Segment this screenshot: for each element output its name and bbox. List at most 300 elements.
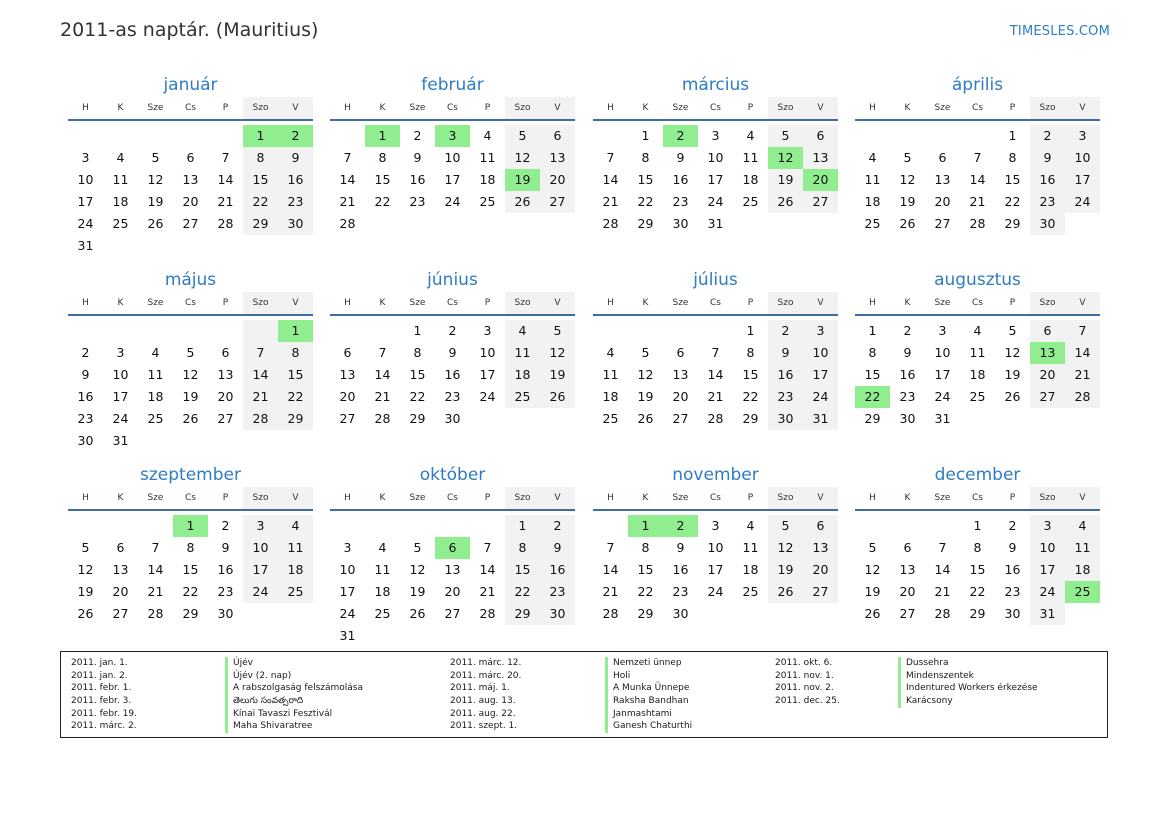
- weekday-label: K: [904, 493, 911, 503]
- day-cell: 20: [899, 584, 916, 599]
- day-cell: 2: [221, 518, 230, 533]
- day-cell: 8: [243, 147, 278, 169]
- day-cell: 15: [182, 562, 199, 577]
- day-grid: [593, 125, 838, 235]
- day-cell: 26: [768, 191, 803, 213]
- holiday-name: A rabszolgaság felszámolása: [233, 683, 363, 694]
- day-cell: 28: [934, 606, 951, 621]
- day-cell: 18: [864, 194, 881, 209]
- day-cell: 25: [969, 389, 986, 404]
- day-cell: 14: [374, 367, 391, 382]
- weekday-label: K: [642, 103, 649, 113]
- day-cell: 28: [602, 216, 619, 231]
- weekday-label: V: [1065, 97, 1100, 119]
- empty-day-cell: [890, 515, 925, 537]
- weekday-label: Sze: [147, 493, 164, 503]
- day-cell: 19: [768, 169, 803, 191]
- day-cell: 20: [217, 389, 234, 404]
- day-cell: 15: [637, 172, 654, 187]
- day-cell: 1: [641, 128, 650, 143]
- holiday-name: Újév (2. nap): [233, 670, 292, 681]
- empty-day-cell: [540, 213, 575, 235]
- empty-day-cell: [278, 235, 313, 257]
- day-cell: 21: [147, 584, 164, 599]
- weekday-label: Sze: [409, 493, 426, 503]
- day-cell: 25: [479, 194, 496, 209]
- day-cell: 1: [413, 323, 422, 338]
- empty-day-cell: [593, 125, 628, 147]
- day-cell: 13: [803, 537, 838, 559]
- day-cell: 23: [409, 194, 426, 209]
- site-link[interactable]: TIMESLES.COM: [1009, 24, 1110, 39]
- empty-day-cell: [208, 430, 243, 452]
- holiday-name: Újév: [233, 658, 253, 668]
- day-cell: 10: [339, 562, 356, 577]
- day-cell: 13: [444, 562, 461, 577]
- weekday-label: V: [278, 97, 313, 119]
- day-cell: 30: [77, 433, 94, 448]
- weekday-label: K: [904, 103, 911, 113]
- day-cell: 3: [1030, 515, 1065, 537]
- day-cell: 18: [742, 562, 759, 577]
- empty-day-cell: [890, 125, 925, 147]
- day-cell: 3: [483, 323, 492, 338]
- day-cell: 11: [112, 172, 129, 187]
- weekday-label: P: [747, 493, 754, 503]
- day-cell: 19: [864, 584, 881, 599]
- holiday-date-column: [775, 657, 840, 708]
- month-name: augusztus: [934, 270, 1021, 290]
- day-cell: 15: [374, 172, 391, 187]
- day-cell: 30: [1004, 606, 1021, 621]
- day-cell: 10: [707, 150, 724, 165]
- holiday-date-column: [71, 657, 137, 733]
- day-cell: 16: [672, 172, 689, 187]
- day-cell: 27: [672, 411, 689, 426]
- day-cell: 31: [339, 628, 356, 643]
- day-cell: 24: [112, 411, 129, 426]
- day-cell: 5: [151, 150, 160, 165]
- holiday-name: A Munka Ünnepe: [613, 683, 690, 694]
- day-cell: 11: [969, 345, 986, 360]
- day-cell: 25: [742, 584, 759, 599]
- day-cell: 26: [1004, 389, 1021, 404]
- day-cell: 8: [641, 150, 650, 165]
- day-cell: 22: [1004, 194, 1021, 209]
- day-cell: 19: [1004, 367, 1021, 382]
- weekday-label: Cs: [447, 493, 458, 503]
- day-cell: 23: [768, 386, 803, 408]
- day-cell: 29: [637, 216, 654, 231]
- day-cell: 22: [243, 191, 278, 213]
- day-cell: 16: [1004, 562, 1021, 577]
- day-cell: 15: [243, 169, 278, 191]
- day-grid: [593, 515, 838, 625]
- day-cell: 26: [864, 606, 881, 621]
- weekday-label: K: [117, 103, 124, 113]
- day-cell: 14: [243, 364, 278, 386]
- weekday-label: Cs: [710, 103, 721, 113]
- empty-day-cell: [365, 213, 400, 235]
- day-cell: 24: [444, 194, 461, 209]
- month-5: [68, 268, 313, 452]
- day-cell: 8: [641, 540, 650, 555]
- empty-day-cell: [208, 125, 243, 147]
- day-cell: 20: [540, 169, 575, 191]
- weekday-label: K: [117, 298, 124, 308]
- holiday-date: 2011. febr. 19.: [71, 708, 137, 719]
- day-cell: 28: [602, 606, 619, 621]
- day-cell: 2: [1030, 125, 1065, 147]
- holiday-day-cell: 1: [628, 515, 663, 537]
- day-grid: [855, 515, 1100, 625]
- month-1: [68, 73, 313, 257]
- day-cell: 23: [1030, 191, 1065, 213]
- day-cell: 28: [339, 216, 356, 231]
- day-cell: 17: [1030, 559, 1065, 581]
- month-2: [330, 73, 575, 235]
- day-cell: 6: [803, 125, 838, 147]
- day-cell: 4: [973, 323, 982, 338]
- day-cell: 26: [505, 191, 540, 213]
- weekday-header: [593, 292, 838, 316]
- day-cell: 22: [505, 581, 540, 603]
- holiday-name: Holi: [613, 670, 631, 681]
- holiday-day-cell: 3: [435, 125, 470, 147]
- empty-day-cell: [768, 603, 803, 625]
- empty-day-cell: [925, 515, 960, 537]
- holiday-day-cell: 2: [663, 125, 698, 147]
- day-cell: 29: [409, 411, 426, 426]
- weekday-label: Szo: [1030, 97, 1065, 119]
- day-cell: 3: [711, 518, 720, 533]
- day-cell: 27: [444, 606, 461, 621]
- day-cell: 26: [768, 581, 803, 603]
- day-cell: 7: [378, 345, 387, 360]
- empty-day-cell: [505, 408, 540, 430]
- empty-day-cell: [698, 603, 733, 625]
- day-cell: 28: [217, 216, 234, 231]
- holiday-date: 2011. aug. 22.: [450, 708, 516, 719]
- weekday-label: H: [869, 493, 876, 503]
- weekday-label: K: [642, 298, 649, 308]
- day-cell: 21: [339, 194, 356, 209]
- day-cell: 11: [864, 172, 881, 187]
- day-cell: 17: [112, 389, 129, 404]
- day-cell: 24: [1065, 191, 1100, 213]
- day-cell: 20: [672, 389, 689, 404]
- weekday-label: Cs: [972, 103, 983, 113]
- day-cell: 23: [899, 389, 916, 404]
- day-cell: 1: [973, 518, 982, 533]
- month-8: [855, 268, 1100, 430]
- day-cell: 9: [1030, 147, 1065, 169]
- day-cell: 12: [409, 562, 426, 577]
- month-11: [593, 463, 838, 625]
- day-cell: 27: [540, 191, 575, 213]
- day-cell: 16: [409, 172, 426, 187]
- holiday-date: 2011. márc. 20.: [450, 670, 522, 681]
- weekday-label: Sze: [409, 298, 426, 308]
- holiday-name: Raksha Bandhan: [613, 696, 689, 707]
- day-cell: 17: [479, 367, 496, 382]
- empty-day-cell: [435, 213, 470, 235]
- weekday-label: Sze: [409, 103, 426, 113]
- day-cell: 3: [81, 150, 90, 165]
- day-cell: 3: [803, 320, 838, 342]
- day-cell: 6: [186, 150, 195, 165]
- holiday-date: 2011. jan. 2.: [71, 670, 128, 681]
- day-cell: 5: [768, 515, 803, 537]
- day-cell: 18: [278, 559, 313, 581]
- day-cell: 19: [77, 584, 94, 599]
- weekday-label: Szo: [1030, 487, 1065, 509]
- weekday-label: K: [642, 493, 649, 503]
- day-cell: 16: [77, 389, 94, 404]
- empty-day-cell: [138, 125, 173, 147]
- day-grid: [330, 320, 575, 430]
- day-grid: [855, 125, 1100, 235]
- day-cell: 4: [868, 150, 877, 165]
- empty-day-cell: [400, 213, 435, 235]
- day-cell: 4: [483, 128, 492, 143]
- empty-day-cell: [365, 515, 400, 537]
- empty-day-cell: [803, 213, 838, 235]
- day-cell: 30: [217, 606, 234, 621]
- day-cell: 9: [540, 537, 575, 559]
- month-name: december: [934, 465, 1021, 485]
- holiday-name-column: [225, 657, 363, 733]
- day-cell: 4: [1065, 515, 1100, 537]
- weekday-label: V: [803, 292, 838, 314]
- day-cell: 27: [182, 216, 199, 231]
- day-grid: [68, 320, 313, 452]
- month-name: április: [951, 75, 1004, 95]
- weekday-label: Szo: [768, 97, 803, 119]
- holiday-date: 2011. dec. 25.: [775, 696, 840, 707]
- day-cell: 31: [934, 411, 951, 426]
- empty-day-cell: [593, 515, 628, 537]
- month-7: [593, 268, 838, 430]
- day-cell: 30: [899, 411, 916, 426]
- day-cell: 27: [217, 411, 234, 426]
- day-cell: 28: [1065, 386, 1100, 408]
- day-cell: 24: [243, 581, 278, 603]
- day-cell: 8: [505, 537, 540, 559]
- holiday-day-cell: 12: [768, 147, 803, 169]
- day-cell: 11: [479, 150, 496, 165]
- weekday-label: Cs: [185, 103, 196, 113]
- weekday-label: H: [869, 103, 876, 113]
- holiday-date: 2011. márc. 12.: [450, 658, 522, 668]
- day-cell: 4: [746, 518, 755, 533]
- day-cell: 6: [676, 345, 685, 360]
- empty-day-cell: [103, 320, 138, 342]
- day-cell: 16: [768, 364, 803, 386]
- day-cell: 21: [934, 584, 951, 599]
- empty-day-cell: [540, 408, 575, 430]
- day-cell: 18: [742, 172, 759, 187]
- day-cell: 16: [217, 562, 234, 577]
- day-cell: 9: [413, 150, 422, 165]
- empty-day-cell: [243, 430, 278, 452]
- empty-day-cell: [243, 603, 278, 625]
- day-cell: 13: [803, 147, 838, 169]
- day-cell: 17: [243, 559, 278, 581]
- weekday-label: Cs: [447, 298, 458, 308]
- day-cell: 8: [278, 342, 313, 364]
- page-title: 2011-as naptár. (Mauritius): [60, 19, 319, 41]
- holiday-name: Janmashtami: [613, 708, 672, 719]
- holiday-day-cell: 20: [803, 169, 838, 191]
- day-cell: 11: [374, 562, 391, 577]
- day-cell: 3: [116, 345, 125, 360]
- day-cell: 10: [803, 342, 838, 364]
- weekday-label: H: [607, 298, 614, 308]
- empty-day-cell: [68, 125, 103, 147]
- day-cell: 26: [182, 411, 199, 426]
- day-grid: [68, 515, 313, 625]
- empty-day-cell: [1030, 408, 1065, 430]
- day-cell: 29: [864, 411, 881, 426]
- weekday-label: P: [484, 298, 491, 308]
- day-cell: 30: [1030, 213, 1065, 235]
- day-cell: 27: [1030, 386, 1065, 408]
- empty-day-cell: [470, 408, 505, 430]
- weekday-label: P: [1009, 103, 1016, 113]
- day-cell: 29: [505, 603, 540, 625]
- day-cell: 16: [444, 367, 461, 382]
- empty-day-cell: [138, 320, 173, 342]
- day-cell: 22: [374, 194, 391, 209]
- empty-day-cell: [173, 430, 208, 452]
- day-cell: 17: [934, 367, 951, 382]
- day-cell: 26: [540, 386, 575, 408]
- day-cell: 10: [77, 172, 94, 187]
- day-cell: 25: [278, 581, 313, 603]
- day-cell: 11: [147, 367, 164, 382]
- day-cell: 9: [448, 345, 457, 360]
- weekday-label: H: [82, 493, 89, 503]
- weekday-label: P: [747, 103, 754, 113]
- day-cell: 30: [672, 606, 689, 621]
- day-cell: 12: [182, 367, 199, 382]
- day-cell: 19: [147, 194, 164, 209]
- holiday-name: Kínai Tavaszi Fesztivál: [233, 708, 333, 719]
- day-cell: 12: [505, 147, 540, 169]
- empty-day-cell: [208, 235, 243, 257]
- day-cell: 27: [803, 581, 838, 603]
- month-name: május: [164, 270, 217, 290]
- weekday-label: Sze: [672, 298, 689, 308]
- weekday-label: Sze: [147, 103, 164, 113]
- day-cell: 5: [768, 125, 803, 147]
- holiday-date: 2011. okt. 6.: [775, 658, 833, 668]
- month-6: [330, 268, 575, 430]
- weekday-label: Cs: [710, 493, 721, 503]
- weekday-label: V: [1065, 487, 1100, 509]
- month-name: szeptember: [140, 465, 241, 485]
- day-cell: 29: [1004, 216, 1021, 231]
- day-cell: 9: [903, 345, 912, 360]
- empty-day-cell: [330, 125, 365, 147]
- day-cell: 5: [903, 150, 912, 165]
- day-cell: 7: [343, 150, 352, 165]
- day-cell: 27: [803, 191, 838, 213]
- day-cell: 11: [505, 342, 540, 364]
- day-cell: 2: [768, 320, 803, 342]
- day-cell: 30: [672, 216, 689, 231]
- weekday-label: V: [278, 292, 313, 314]
- day-cell: 10: [1030, 537, 1065, 559]
- day-cell: 24: [707, 584, 724, 599]
- weekday-label: Szo: [768, 487, 803, 509]
- day-cell: 12: [899, 172, 916, 187]
- day-cell: 4: [151, 345, 160, 360]
- day-cell: 9: [278, 147, 313, 169]
- day-cell: 22: [278, 386, 313, 408]
- day-cell: 4: [378, 540, 387, 555]
- day-cell: 24: [77, 216, 94, 231]
- day-cell: 12: [77, 562, 94, 577]
- weekday-label: P: [222, 493, 229, 503]
- day-cell: 4: [278, 515, 313, 537]
- day-cell: 24: [934, 389, 951, 404]
- weekday-label: Cs: [185, 298, 196, 308]
- day-cell: 18: [479, 172, 496, 187]
- weekday-label: Sze: [672, 103, 689, 113]
- day-cell: 9: [768, 342, 803, 364]
- day-cell: 17: [77, 194, 94, 209]
- day-cell: 29: [637, 606, 654, 621]
- day-grid: [330, 515, 575, 647]
- day-cell: 12: [864, 562, 881, 577]
- day-cell: 17: [707, 562, 724, 577]
- day-cell: 14: [602, 172, 619, 187]
- day-cell: 7: [606, 150, 615, 165]
- empty-day-cell: [855, 515, 890, 537]
- holiday-name: Indentured Workers érkezése: [906, 683, 1038, 694]
- holiday-name-column: [605, 657, 692, 733]
- month-name: március: [681, 75, 750, 95]
- weekday-label: Szo: [243, 97, 278, 119]
- day-cell: 23: [77, 411, 94, 426]
- day-cell: 30: [444, 411, 461, 426]
- day-cell: 1: [868, 323, 877, 338]
- day-cell: 5: [540, 320, 575, 342]
- empty-day-cell: [173, 125, 208, 147]
- day-cell: 21: [479, 584, 496, 599]
- weekday-label: Sze: [672, 493, 689, 503]
- holiday-day-cell: 19: [505, 169, 540, 191]
- empty-day-cell: [103, 125, 138, 147]
- weekday-label: P: [222, 298, 229, 308]
- day-cell: 1: [746, 323, 755, 338]
- weekday-label: Szo: [243, 487, 278, 509]
- empty-day-cell: [593, 320, 628, 342]
- day-cell: 27: [112, 606, 129, 621]
- holiday-date: 2011. szept. 1.: [450, 721, 518, 732]
- weekday-label: V: [540, 292, 575, 314]
- holiday-day-cell: 2: [663, 515, 698, 537]
- day-cell: 6: [938, 150, 947, 165]
- holiday-name: తెలుగు సంవత్సరాది: [233, 696, 304, 707]
- day-cell: 21: [707, 389, 724, 404]
- day-cell: 2: [413, 128, 422, 143]
- empty-day-cell: [470, 625, 505, 647]
- day-cell: 13: [899, 562, 916, 577]
- day-cell: 8: [413, 345, 422, 360]
